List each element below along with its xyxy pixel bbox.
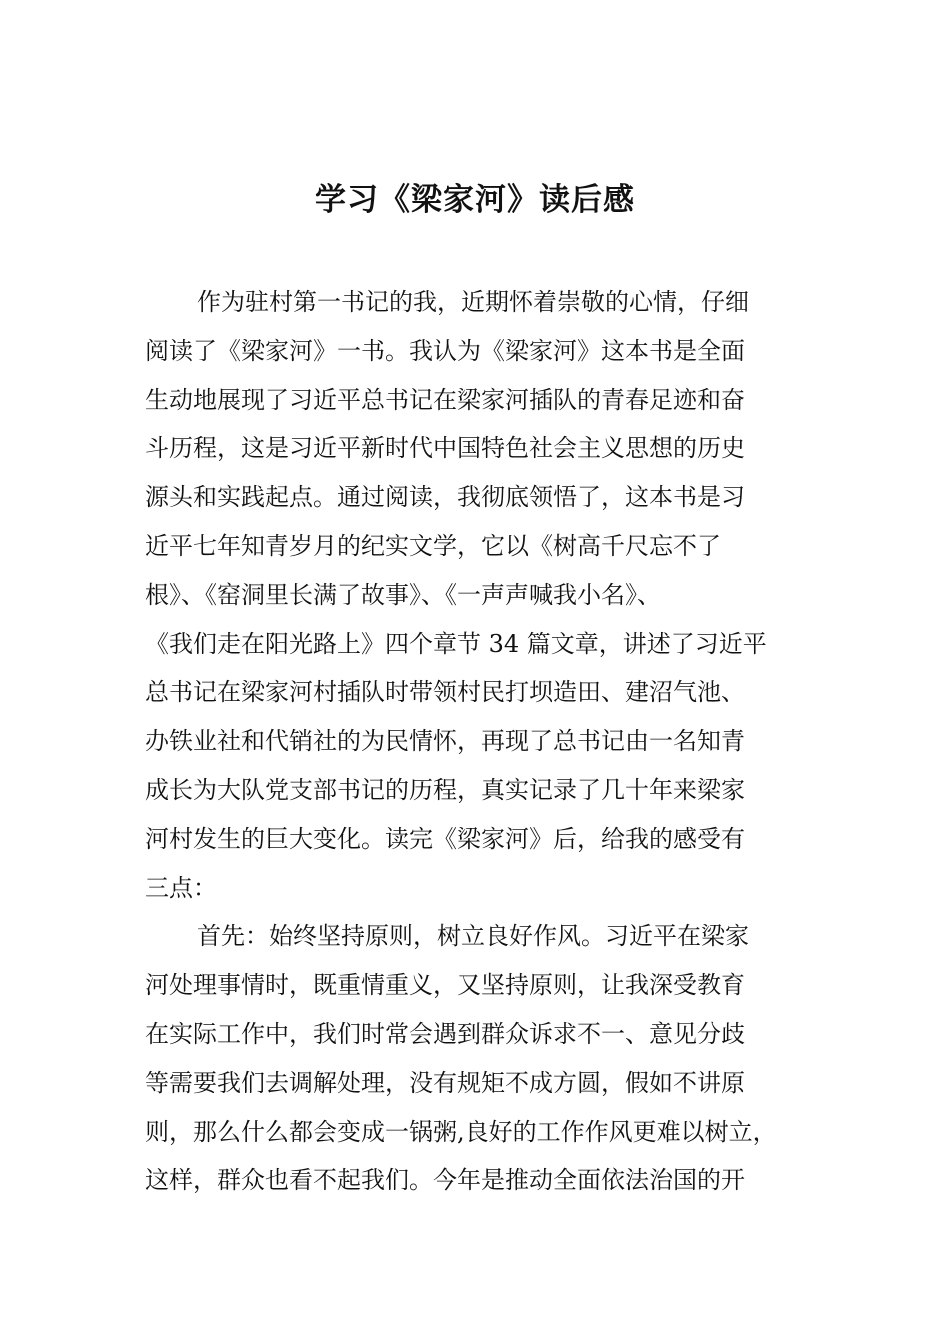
body-line: 生动地展现了习近平总书记在梁家河插队的青春足迹和奋 — [145, 385, 745, 414]
body-line: 三点： — [145, 873, 217, 902]
body-line: 源头和实践起点。通过阅读，我彻底领悟了，这本书是习 — [145, 483, 745, 512]
body-line: 近平七年知青岁月的纪实文学，它以《树高千尺忘不了 — [145, 531, 721, 560]
body-line: 则，那么什么都会变成一锅粥,良好的工作作风更难以树立， — [145, 1117, 777, 1146]
body-line: 首先：始终坚持原则，树立良好作风。习近平在梁家 — [197, 922, 749, 951]
body-line: 这样，群众也看不起我们。今年是推动全面依法治国的开 — [145, 1166, 745, 1195]
body-line: 根》、《窑洞里长满了故事》、《一声声喊我小名》、 — [145, 580, 661, 609]
body-line: 《我们走在阳光路上》四个章节 34 篇文章，讲述了习近平 — [145, 629, 767, 658]
body-line: 等需要我们去调解处理，没有规矩不成方圆，假如不讲原 — [145, 1068, 745, 1097]
body-line: 成长为大队党支部书记的历程，真实记录了几十年来梁家 — [145, 775, 745, 804]
body-line: 在实际工作中，我们时常会遇到群众诉求不一、意见分歧 — [145, 1019, 745, 1048]
body-line: 河村发生的巨大变化。读完《梁家河》后，给我的感受有 — [145, 824, 745, 853]
body-line: 总书记在梁家河村插队时带领村民打坝造田、建沼气池、 — [145, 678, 745, 707]
body-line: 办铁业社和代销社的为民情怀，再现了总书记由一名知青 — [145, 727, 745, 756]
body-line: 河处理事情时，既重情重义，又坚持原则，让我深受教育 — [145, 971, 745, 1000]
document-body — [145, 278, 825, 1205]
body-line: 阅读了《梁家河》一书。我认为《梁家河》这本书是全面 — [145, 336, 745, 365]
body-line: 斗历程，这是习近平新时代中国特色社会主义思想的历史 — [145, 434, 745, 463]
body-line: 作为驻村第一书记的我，近期怀着崇敬的心情，仔细 — [197, 288, 749, 316]
document-title: 学习《梁家河》读后感 — [315, 182, 635, 218]
